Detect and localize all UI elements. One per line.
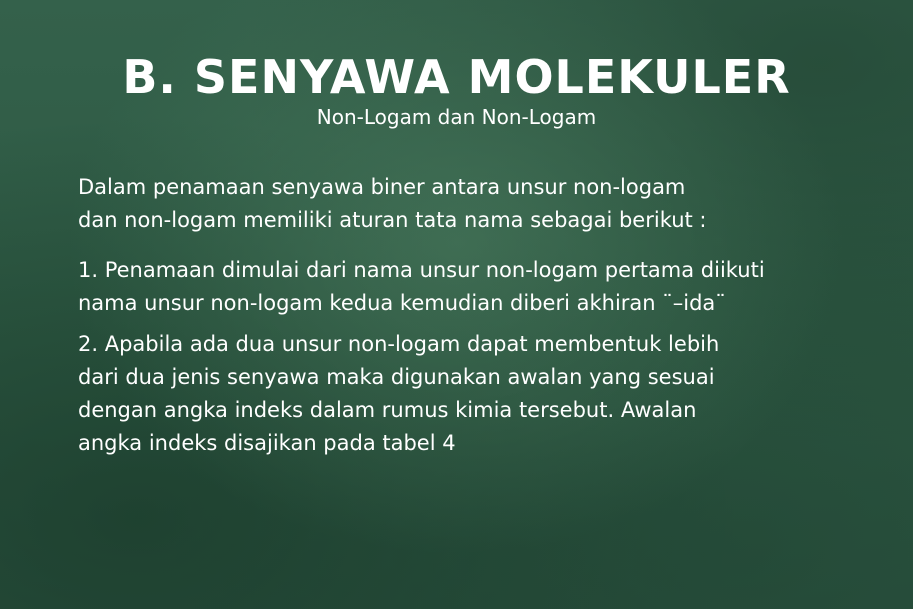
rule-item-2-line: angka indeks disajikan pada tabel 4 <box>78 431 456 455</box>
intro-paragraph <box>78 171 878 237</box>
intro-line: dan non-logam memiliki aturan tata nama sebagai berikut : <box>78 208 707 232</box>
rule-item-2-line: dengan angka indeks dalam rumus kimia tersebut. Awalan <box>78 398 697 422</box>
slide-title: B. SENYAWA MOLEKULER <box>122 50 791 104</box>
rule-item-2-line: 2. Apabila ada dua unsur non-logam dapat membentuk lebih <box>78 332 720 356</box>
intro-line: Dalam penamaan senyawa biner antara unsur non-logam <box>78 175 686 199</box>
rule-item-2-line: dari dua jenis senyawa maka digunakan awalan yang sesuai <box>78 365 715 389</box>
slide-subtitle: Non-Logam dan Non-Logam <box>316 105 597 129</box>
rule-item-2 <box>78 328 878 460</box>
rule-item-1 <box>78 254 878 320</box>
rule-item-1-line: 1. Penamaan dimulai dari nama unsur non-logam pertama diikuti <box>78 258 765 282</box>
rule-item-1-line: nama unsur non-logam kedua kemudian diberi akhiran ¨–ida¨ <box>78 291 726 315</box>
